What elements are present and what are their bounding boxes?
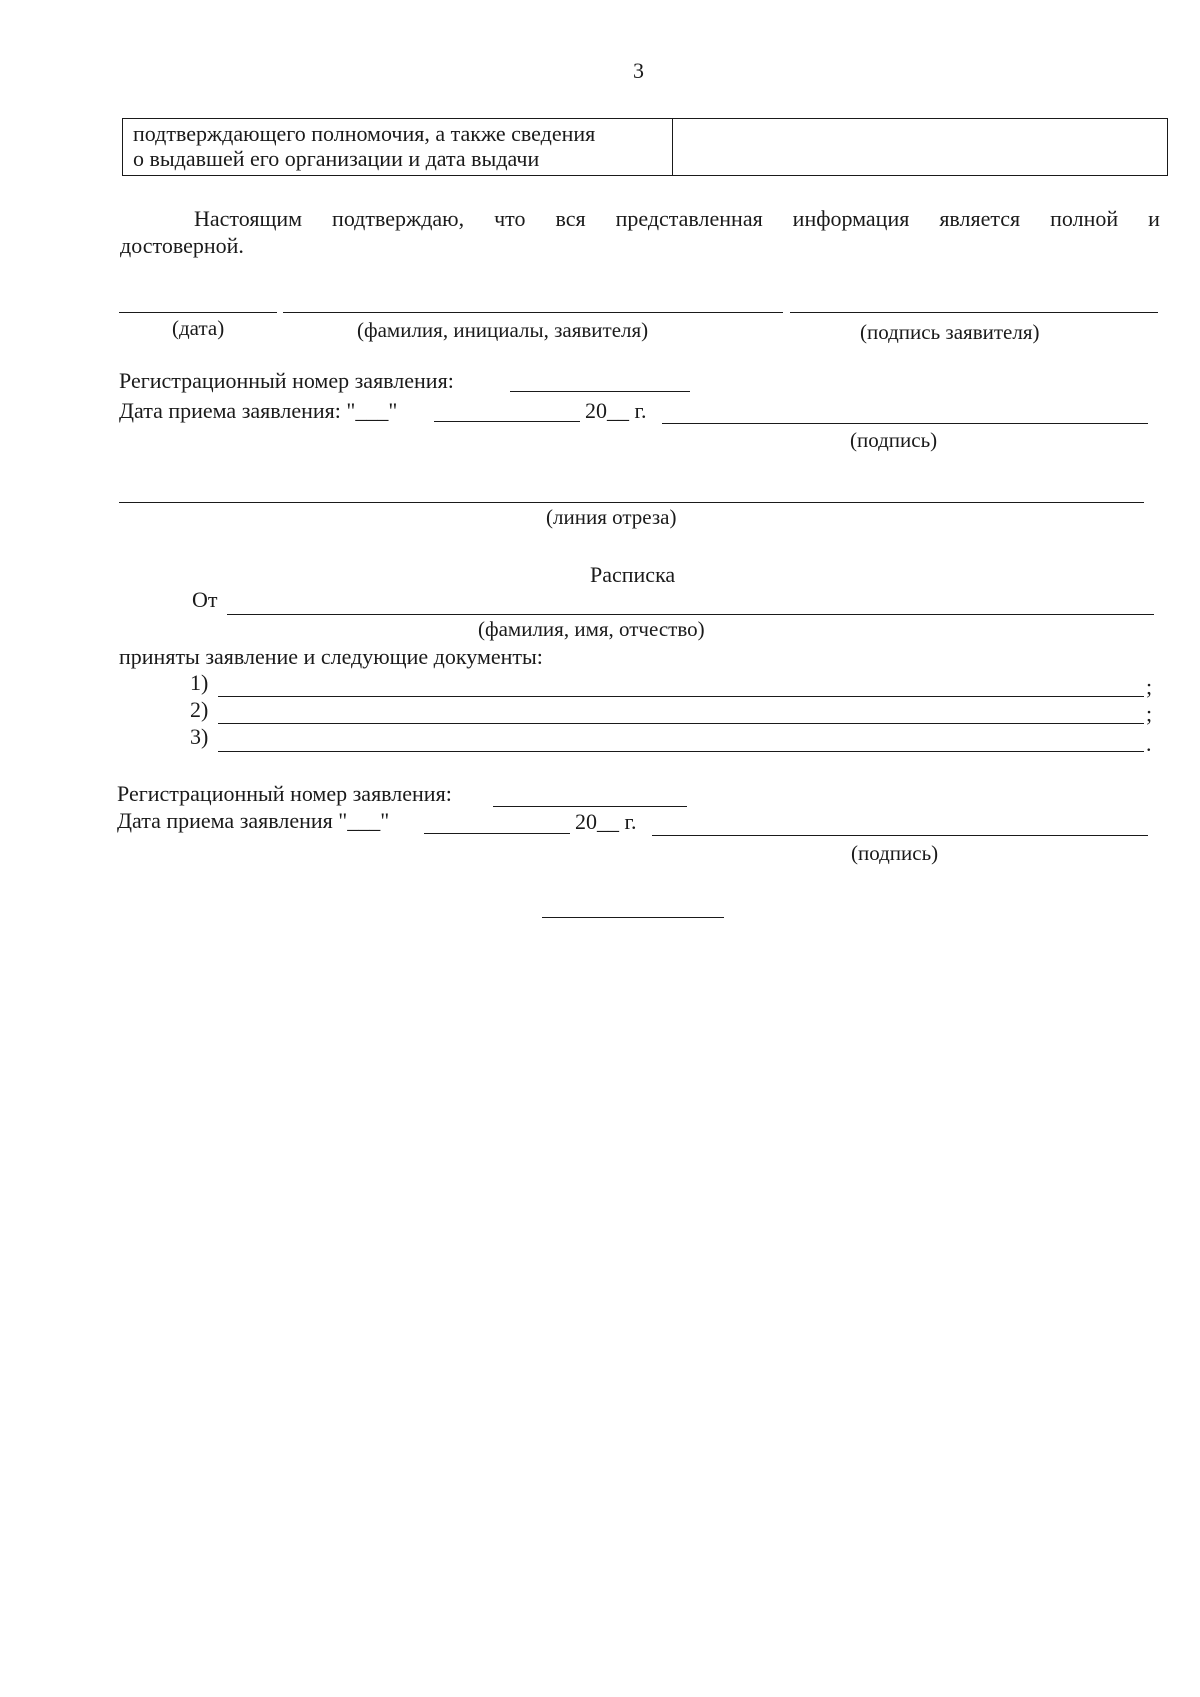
receipt-date-label-2: Дата приема заявления "___" — [117, 808, 390, 833]
confirmation-word: вся — [555, 206, 586, 231]
table-cell-line-1: подтверждающего полномочия, а также сведения — [133, 121, 596, 146]
document-item-line[interactable] — [218, 696, 1144, 697]
signature-line-1[interactable] — [662, 423, 1148, 424]
from-label: От — [192, 587, 218, 612]
confirmation-word: подтверждаю, — [332, 206, 465, 231]
month-field-line[interactable] — [434, 421, 580, 422]
confirmation-word: и — [1148, 206, 1160, 231]
confirmation-word: представленная — [615, 206, 763, 231]
year-label: 20__ г. — [585, 398, 647, 423]
signature-caption-1: (подпись) — [850, 428, 938, 452]
document-item-line[interactable] — [218, 723, 1144, 724]
receipt-reg-number-label: Регистрационный номер заявления: — [117, 781, 452, 806]
info-table — [122, 118, 1168, 176]
signature-field-line[interactable] — [790, 312, 1158, 313]
document-item-end: ; — [1146, 701, 1153, 726]
accepted-text: приняты заявление и следующие документы: — [119, 644, 543, 669]
date-caption: (дата) — [172, 316, 225, 340]
confirmation-word: что — [494, 206, 526, 231]
reg-number-label: Регистрационный номер заявления: — [119, 368, 454, 393]
confirmation-word: полной — [1050, 206, 1119, 231]
confirmation-word: Настоящим — [194, 206, 303, 231]
document-item-end: ; — [1146, 674, 1153, 699]
table-cell-value[interactable] — [673, 119, 1167, 175]
confirmation-paragraph — [120, 205, 1160, 259]
table-cell-line-2: о выдавшей его организации и дата выдачи — [133, 146, 540, 171]
receipt-title: Расписка — [590, 562, 676, 587]
date-field-line[interactable] — [119, 312, 277, 313]
cut-line-caption: (линия отреза) — [546, 505, 677, 529]
receipt-reg-number-field[interactable] — [493, 806, 687, 807]
table-cell-label — [123, 119, 673, 175]
confirmation-word: является — [939, 206, 1021, 231]
document-item-number: 3) — [190, 724, 209, 749]
document-item-end: . — [1146, 731, 1152, 756]
signature-caption: (подпись заявителя) — [860, 320, 1040, 344]
receipt-year-label: 20__ г. — [575, 809, 637, 834]
confirmation-line-1 — [120, 205, 1160, 232]
document-item-number: 1) — [190, 670, 209, 695]
document-item-number: 2) — [190, 697, 209, 722]
confirmation-word: информация — [792, 206, 910, 231]
reg-number-field[interactable] — [510, 391, 690, 392]
end-of-document-rule — [542, 917, 724, 918]
document-item-line[interactable] — [218, 751, 1144, 752]
name-caption: (фамилия, инициалы, заявителя) — [357, 318, 649, 342]
page-number: 3 — [633, 58, 644, 83]
confirmation-line-2: достоверной. — [120, 233, 244, 258]
receipt-signature-line[interactable] — [652, 835, 1148, 836]
from-field-line[interactable] — [227, 614, 1154, 615]
receipt-month-field-line[interactable] — [424, 833, 570, 834]
receipt-date-label: Дата приема заявления: "___" — [119, 398, 398, 423]
name-field-line[interactable] — [283, 312, 783, 313]
from-caption: (фамилия, имя, отчество) — [478, 617, 705, 641]
cut-line — [119, 502, 1144, 503]
receipt-signature-caption: (подпись) — [851, 841, 939, 865]
